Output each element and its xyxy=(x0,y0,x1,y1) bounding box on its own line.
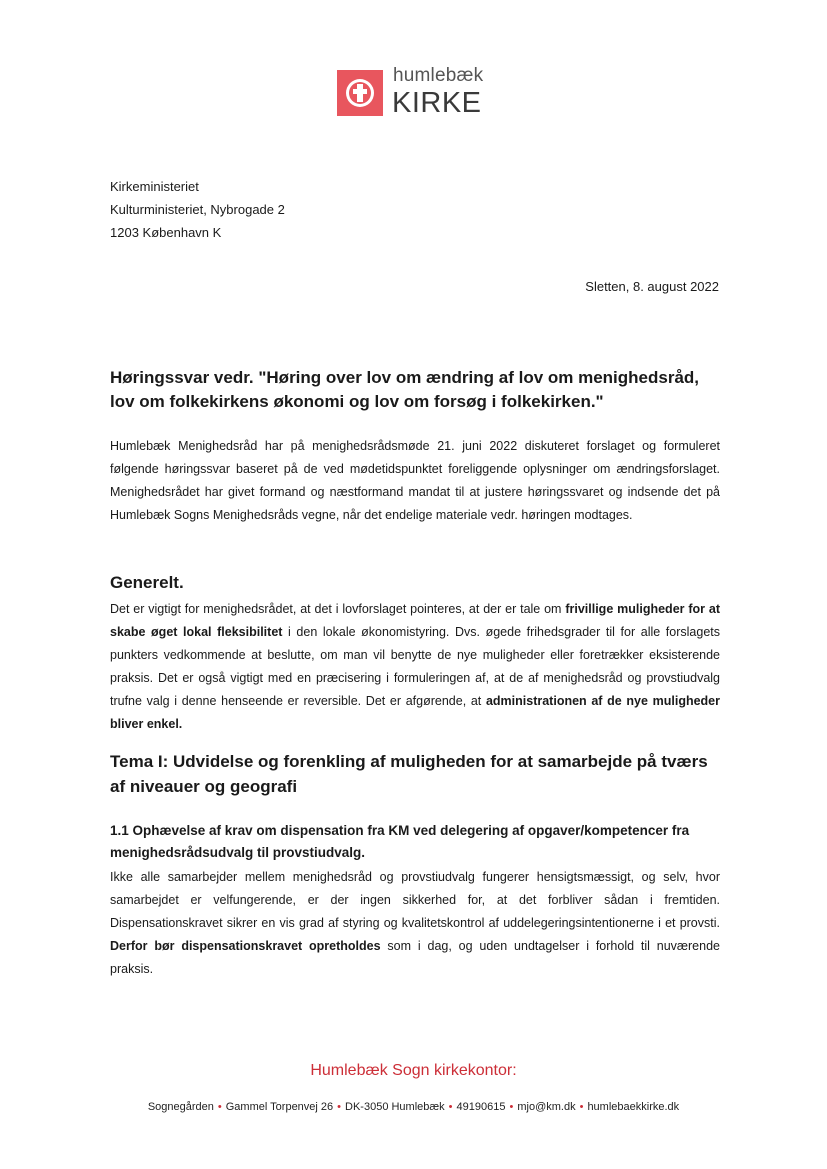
cross-in-circle-icon xyxy=(337,70,383,116)
general-bold-2: administrationen af de nye muligheder bliver enkel. xyxy=(110,694,720,731)
footer-title: Humlebæk Sogn kirkekontor: xyxy=(310,1062,517,1079)
section-bold-1: Derfor bør dispensationskravet opretholdes xyxy=(110,939,381,953)
separator-dot: • xyxy=(579,1101,584,1113)
logo-text-top: humlebæk xyxy=(393,65,484,86)
footer-contact-line xyxy=(0,1101,827,1113)
separator-dot: • xyxy=(509,1101,514,1113)
recipient-line-2: Kulturministeriet, Nybrogade 2 xyxy=(110,202,285,217)
footer-item: Gammel Torpenvej 26 xyxy=(225,1101,334,1113)
footer-item: DK-3050 Humlebæk xyxy=(345,1101,445,1113)
general-heading: Generelt. xyxy=(110,573,184,592)
church-logo xyxy=(335,64,495,124)
section-text-1: Ikke alle samarbejder mellem menighedsråd og provstiudvalg fungerer hensigtsmæssigt, og selv, hvor samarbejdet er velfungerende, er der ingen sikkerhed for, at det forbliver sådan i fremtiden. Dispensationskravet sikrer en vis grad af styring og kvalitetskontrol af uddelegeringsintentionerne i et provsti. xyxy=(110,870,720,930)
footer-phone: 49190615 xyxy=(456,1101,506,1113)
logo-text-bottom: KIRKE xyxy=(392,87,482,119)
footer-email[interactable]: mjo@km.dk xyxy=(517,1101,576,1113)
section-1-1-paragraph xyxy=(110,866,720,981)
theme1-heading: Tema I: Udvidelse og forenkling af muligheden for at samarbejde på tværs af niveauer og geografi xyxy=(110,752,708,796)
general-text-1: Det er vigtigt for menighedsrådet, at det i lovforslaget pointeres, at der er tale om xyxy=(110,602,566,616)
recipient-address xyxy=(110,175,285,244)
section-text-2: som i dag, og uden undtagelser i forhold til nuværende praksis. xyxy=(110,939,720,976)
general-text-2: i den lokale økonomistyring. Dvs. øgede frihedsgrader til for alle forslagets punkters vedkommende at beslutte, om man vil benytte de nye muligheder eller foretrækker eksisterende praksis. Det er også vigtigt med en præcisering i formuleringen af, at de af menighedsråd og provstiudvalg trufne valg i denne henseende er reversible. Det er afgørende, at xyxy=(110,625,720,708)
recipient-line-1: Kirkeministeriet xyxy=(110,179,199,194)
footer-website[interactable]: humlebaekkirke.dk xyxy=(587,1101,680,1113)
intro-paragraph: Humlebæk Menighedsråd har på menighedsrådsmøde 21. juni 2022 diskuteret forslaget og formuleret følgende høringssvar baseret på de ved mødetidspunktet foreliggende oplysninger om ændringsforslaget. Menighedsrådet har givet formand og næstformand mandat til at justere høringssvaret og indsende det på Humlebæk Sogns Menighedsråds vegne, når det endelige materiale vedr. høringen modtages. xyxy=(110,439,720,522)
separator-dot: • xyxy=(217,1101,222,1113)
section-1-1-heading: 1.1 Ophævelse af krav om dispensation fra KM ved delegering af opgaver/kompetencer fra menighedsrådsudvalg til provstiudvalg. xyxy=(110,823,690,860)
general-bold-1: frivillige muligheder for at skabe øget lokal fleksibilitet xyxy=(110,602,721,639)
general-paragraph xyxy=(110,598,720,736)
separator-dot: • xyxy=(337,1101,342,1113)
document-title: Høringssvar vedr. "Høring over lov om ændring af lov om menighedsråd, lov om folkekirkens økonomi og lov om forsøg i folkekirken." xyxy=(110,368,700,411)
footer-item: Sognegården xyxy=(147,1101,214,1113)
separator-dot: • xyxy=(448,1101,453,1113)
recipient-line-3: 1203 København K xyxy=(110,225,222,240)
letter-date: Sletten, 8. august 2022 xyxy=(585,279,719,294)
